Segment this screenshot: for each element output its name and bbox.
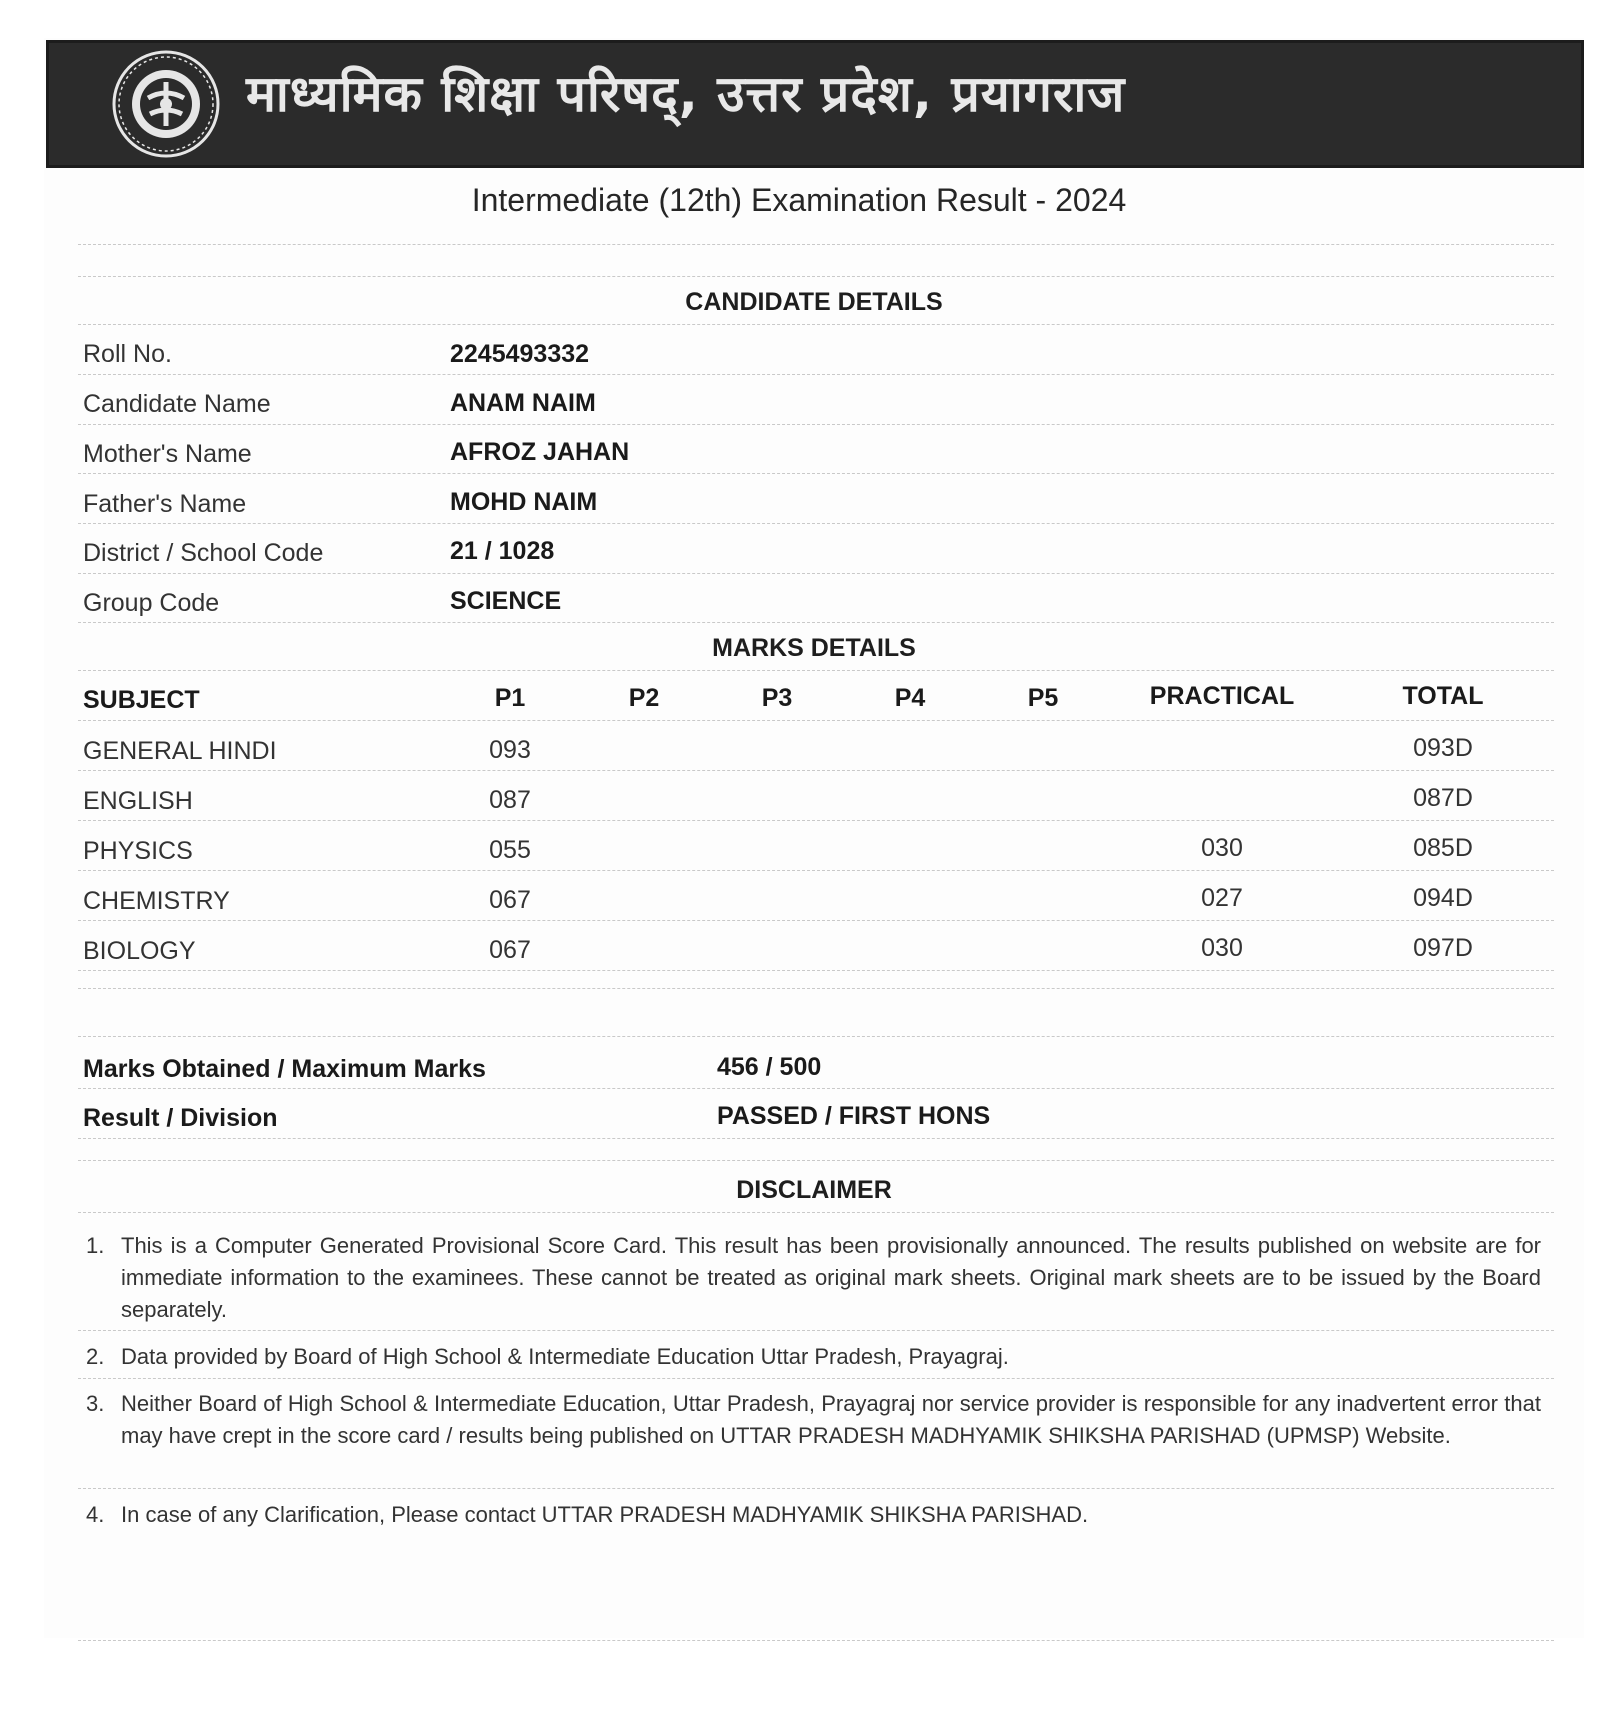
district-school-code-label: District / School Code xyxy=(83,539,324,567)
divider xyxy=(78,920,1554,921)
divider xyxy=(78,870,1554,871)
divider xyxy=(78,473,1554,474)
disclaimer-item-text: Data provided by Board of High School & Intermediate Education Uttar Pradesh, Prayagraj. xyxy=(121,1344,1009,1369)
disclaimer-item-text: Neither Board of High School & Intermediate Education, Uttar Pradesh, Prayagraj nor service provider is responsible for any inadvertent error that may have crept in the score card / results being published on UTTAR PRADESH MADHYAMIK SHIKSHA PARISHAD (UPMSP) Website. xyxy=(121,1391,1541,1448)
column-header-p1: P1 xyxy=(494,684,526,712)
column-header-p5: P5 xyxy=(1027,684,1059,712)
candidate-details-heading: CANDIDATE DETAILS xyxy=(685,288,943,316)
divider xyxy=(78,523,1554,524)
table-row-total: 087D xyxy=(1413,784,1473,812)
disclaimer-item-number: 2. xyxy=(86,1344,105,1369)
divider xyxy=(78,1212,1554,1213)
table-row-practical: 030 xyxy=(1201,934,1243,962)
group-code-value: SCIENCE xyxy=(450,587,562,615)
table-row-subject: GENERAL HINDI xyxy=(83,737,277,765)
divider xyxy=(78,820,1554,821)
roll-no-label: Roll No. xyxy=(83,340,172,368)
divider xyxy=(78,1378,1554,1379)
table-row-p1: 067 xyxy=(489,936,531,964)
table-row-p1: 067 xyxy=(489,886,531,914)
divider xyxy=(78,970,1554,971)
district-school-code-value: 21 / 1028 xyxy=(450,537,555,565)
table-row-p1: 055 xyxy=(489,836,531,864)
mother-name-value: AFROZ JAHAN xyxy=(450,438,630,466)
divider xyxy=(78,244,1554,245)
divider xyxy=(78,720,1554,721)
column-header-total: TOTAL xyxy=(1402,682,1484,710)
divider xyxy=(78,1330,1554,1331)
disclaimer-item-number: 3. xyxy=(86,1391,105,1416)
candidate-name-value: ANAM NAIM xyxy=(450,389,596,417)
table-row-total: 097D xyxy=(1413,934,1473,962)
table-row-subject: BIOLOGY xyxy=(83,937,196,965)
divider xyxy=(78,988,1554,989)
table-row-total: 085D xyxy=(1413,834,1473,862)
table-row-total: 093D xyxy=(1413,734,1473,762)
column-header-p3: P3 xyxy=(761,684,793,712)
board-header-banner xyxy=(46,40,1584,168)
table-row-p1: 087 xyxy=(489,786,531,814)
divider xyxy=(78,1138,1554,1139)
divider xyxy=(78,1036,1554,1037)
board-name-hindi: माध्यमिक शिक्षा परिषद्, उत्तर प्रदेश, प्रयागराज xyxy=(246,65,1126,123)
disclaimer-item xyxy=(86,1341,1541,1373)
divider xyxy=(78,622,1554,623)
divider xyxy=(78,324,1554,325)
marks-details-heading: MARKS DETAILS xyxy=(712,634,916,662)
column-header-subject: SUBJECT xyxy=(83,686,200,714)
father-name-label: Father's Name xyxy=(83,490,247,518)
disclaimer-item xyxy=(86,1388,1541,1452)
divider xyxy=(78,374,1554,375)
table-row-subject: PHYSICS xyxy=(83,837,193,865)
disclaimer-item-text: This is a Computer Generated Provisional Score Card. This result has been provisionally announced. The results published on website are for immediate information to the examinees. These cannot be treated as original mark sheets. Original mark sheets are to be issued by the Board separately. xyxy=(121,1233,1541,1322)
marks-obtained-label: Marks Obtained / Maximum Marks xyxy=(83,1055,486,1083)
table-row-p1: 093 xyxy=(489,736,531,764)
disclaimer-item-number: 1. xyxy=(86,1233,105,1258)
column-header-p4: P4 xyxy=(894,684,926,712)
divider xyxy=(78,1160,1554,1161)
table-row-subject: CHEMISTRY xyxy=(83,887,230,915)
roll-no-value: 2245493332 xyxy=(450,340,590,368)
board-seal-icon xyxy=(110,48,222,160)
disclaimer-item xyxy=(86,1230,1541,1326)
divider xyxy=(78,1488,1554,1489)
disclaimer-item-text: In case of any Clarification, Please contact UTTAR PRADESH MADHYAMIK SHIKSHA PARISHAD. xyxy=(121,1502,1089,1527)
disclaimer-item xyxy=(86,1499,1541,1531)
divider xyxy=(78,276,1554,277)
column-header-practical: PRACTICAL xyxy=(1149,682,1295,710)
divider xyxy=(78,670,1554,671)
table-row-practical: 030 xyxy=(1201,834,1243,862)
group-code-label: Group Code xyxy=(83,589,220,617)
table-row-subject: ENGLISH xyxy=(83,787,193,815)
column-header-p2: P2 xyxy=(628,684,660,712)
disclaimer-heading: DISCLAIMER xyxy=(736,1176,892,1204)
marks-obtained-value: 456 / 500 xyxy=(717,1053,822,1081)
table-row-total: 094D xyxy=(1413,884,1473,912)
mother-name-label: Mother's Name xyxy=(83,440,252,468)
divider xyxy=(78,573,1554,574)
divider xyxy=(78,424,1554,425)
table-row-practical: 027 xyxy=(1201,884,1243,912)
divider xyxy=(78,1088,1554,1089)
exam-title: Intermediate (12th) Examination Result - 2024 xyxy=(471,182,1127,218)
candidate-name-label: Candidate Name xyxy=(83,390,271,418)
disclaimer-item-number: 4. xyxy=(86,1502,105,1527)
divider xyxy=(78,770,1554,771)
divider xyxy=(78,1640,1554,1641)
father-name-value: MOHD NAIM xyxy=(450,488,598,516)
result-division-value: PASSED / FIRST HONS xyxy=(717,1102,991,1130)
result-division-label: Result / Division xyxy=(83,1104,278,1132)
